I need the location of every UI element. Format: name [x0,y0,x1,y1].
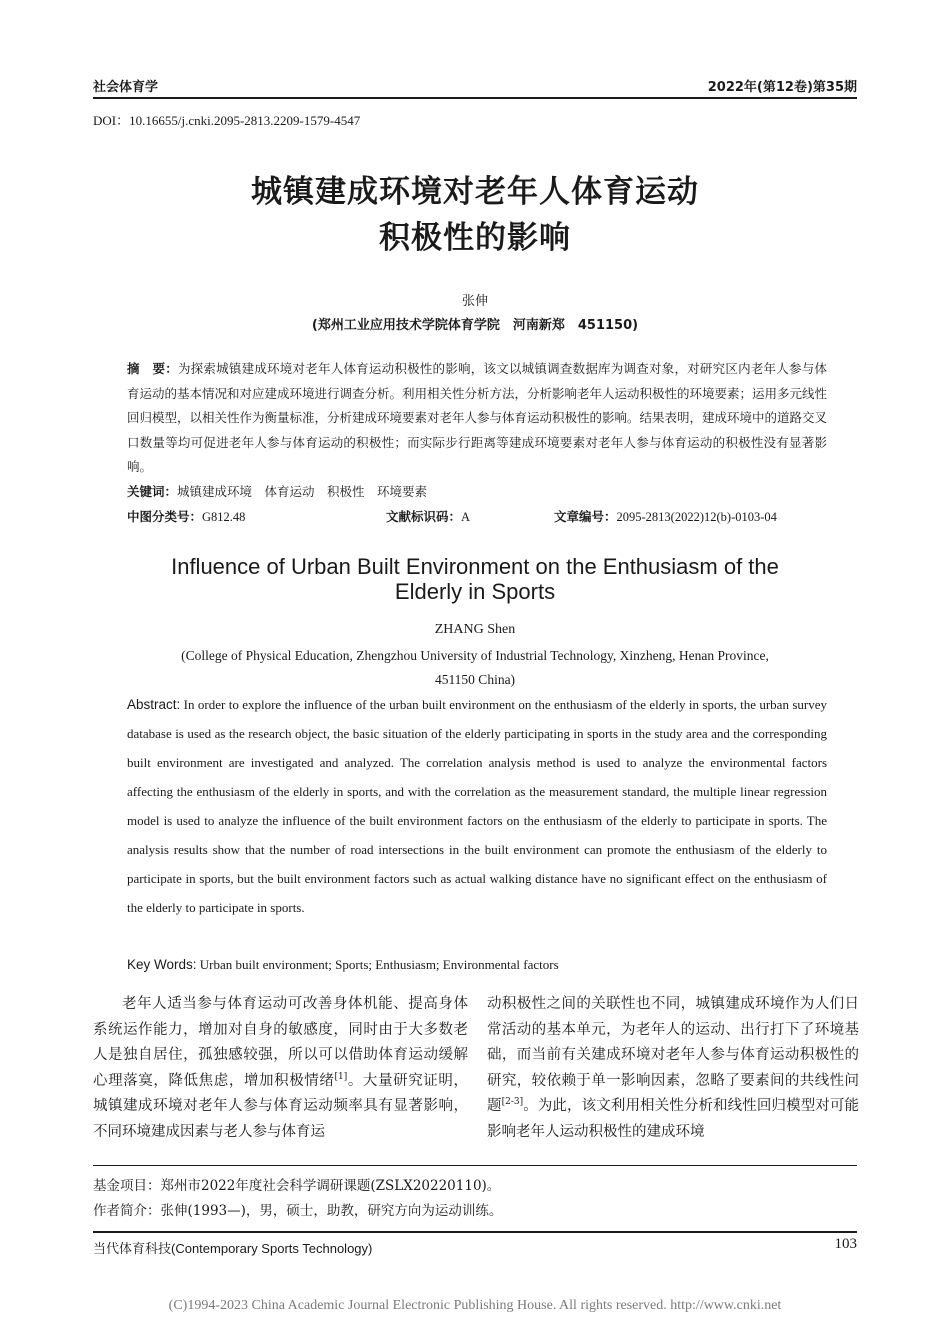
title-line-1: 城镇建成环境对老年人体育运动 [251,174,699,210]
doi: DOI：10.16655/j.cnki.2095-2813.2209-1579-4547 [93,113,361,128]
header-rule [93,97,857,99]
clc-value: G812.48 [202,510,246,524]
document-code-value: A [461,510,471,524]
citation-1: [1] [334,1071,348,1082]
body-right-text-b: 。为此，该文利用相关性分析和线性回归模型对可能影响老年人运动积极性的建成环境 [487,1098,860,1140]
citation-2-3: [2-3] [501,1097,524,1108]
title-line-2: 积极性的影响 [379,220,571,256]
body-right-text-a: 动积极性之间的关联性也不同，城镇建成环境作为人们日常活动的基本单元，为老年人的运动、出行打下了环境基础，而当前有关建成环境对老年人参与体育运动积极性的研究，较依赖于单一影响因素，忽略了要素间的共线性问题 [487,996,859,1114]
abstract-en-text: In order to explore the influence of the urban built environment on the enthusiasm of the elderly in sports, the urban survey database is used as the research object, the basic situation of the elderly participating in sports in the study area and the corresponding built environment are investigated and analyzed. The correlation analysis method is used to analyze the environmental factors affecting the enthusiasm of the elderly in sports, and with the correlation as the measurement standard, the multiple linear regression model is used to analyze the influence of the built environment factors on the enthusiasm of the elderly to participate in sports. The analysis results show that the number of road intersections in the built environment can promote the enthusiasm of the elderly to participate in sports, but the built environment factors such as actual walking distance have no significant effect on the enthusiasm of the elderly to participate in sports. [127,697,827,915]
copyright-notice: (C)1994-2023 China Academic Journal Electronic Publishing House. All rights reserved. http://www.cnki.net [168,1298,782,1313]
footer-rule [93,1231,857,1233]
body-paragraph-left [93,992,468,1145]
author-en: ZHANG Shen [434,622,516,637]
title-en-line-2: Elderly in Sports [394,579,556,604]
footer-journal: 当代体育科技(Contemporary Sports Technology) [93,1241,373,1256]
keywords-en [127,950,827,979]
affiliation-en-line-2: 451150 China) [434,672,516,687]
keywords-en-text: Urban built environment; Sports; Enthusiasm; Environmental factors [199,957,559,972]
body-left-text-a: 老年人适当参与体育运动可改善身体机能、提高身体系统运作能力，增加对自身的敏感度，同时由于大多数老人是独自居住，孤独感较强，所以可以借助体育运动缓解心理落寞，降低焦虑，增加积极情绪 [93,996,468,1089]
affiliation-en-line-1: (College of Physical Education, Zhengzhou University of Industrial Technology, Xinzheng, Henan Province, [181,648,769,663]
keywords-en-label: Key Words: [127,957,197,972]
affiliation-cn: (郑州工业应用技术学院体育学院 河南新郑 451150) [311,318,639,333]
body-column-left [93,992,468,1145]
running-header-journal: 社会体育学 [93,80,159,95]
footnote-fund: 基金项目：郑州市2022年度社会科学调研课题(ZSLX20220110)。 [93,1178,501,1194]
article-number [554,507,777,525]
title-en-line-1: Influence of Urban Built Environment on the Enthusiasm of the [171,554,779,579]
document-code-label: 文献标识码： [386,509,462,524]
author-cn: 张伸 [461,294,488,309]
footnote-author: 作者简介：张伸(1993—)，男，硕士，助教，研究方向为运动训练。 [93,1203,503,1219]
abstract-cn [127,357,827,480]
clc-number [127,507,245,525]
abstract-cn-text: 为探索城镇建成环境对老年人体育运动积极性的影响，该文以城镇调查数据库为调查对象，对研究区内老年人参与体育运动的基本情况和对应建成环境进行调查分析。利用相关性分析方法，分析影响老年人运动积极性的环境要素；运用多元线性回归模型，以相关性作为衡量标准，分析建成环境要素对老年人参与体育运动积极性的影响。结果表明，建成环境中的道路交叉口数量等均可促进老年人参与体育运动的积极性；而实际步行距离等建成环境要素对老年人参与体育运动的积极性没有显著影响。 [127,361,828,474]
body-left-text-b: 。大量研究证明，城镇建成环境对老年人参与体育运动频率具有显著影响，不同环境建成因素与老人参与体育运 [93,1072,468,1140]
keywords-cn-label: 关键词： [127,484,178,499]
abstract-cn-label: 摘 要： [127,361,178,376]
running-header-issue: 2022年(第12卷)第35期 [707,80,857,95]
abstract-en [127,690,827,922]
body-column-right [487,992,859,1145]
article-number-label: 文章编号： [554,509,617,524]
body-paragraph-right [487,992,859,1145]
abstract-en-label: Abstract: [127,697,181,712]
keywords-cn [127,480,827,505]
footnote-rule [93,1165,857,1166]
document-code [386,507,470,525]
clc-label: 中图分类号： [127,509,203,524]
article-number-value: 2095-2813(2022)12(b)-0103-04 [616,510,777,524]
keywords-cn-text: 城镇建成环境 体育运动 积极性 环境要素 [177,484,428,499]
page-number: 103 [834,1236,857,1252]
